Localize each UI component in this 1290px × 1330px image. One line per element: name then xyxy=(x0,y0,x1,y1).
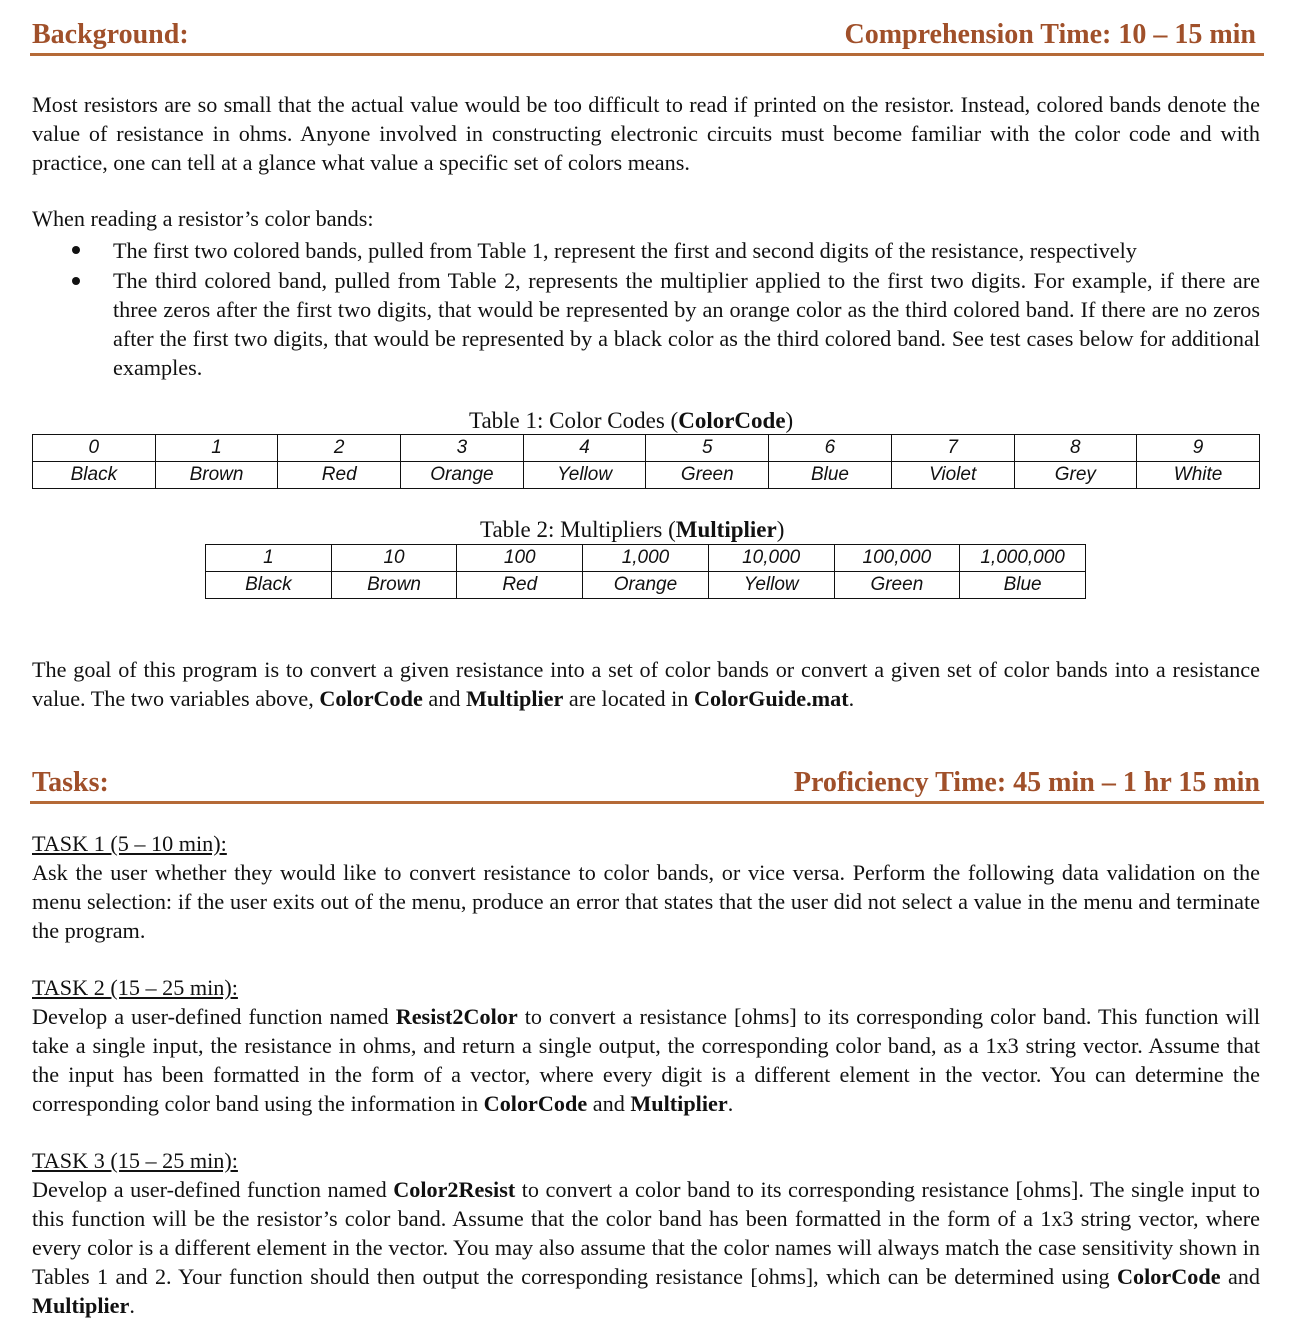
task3-text: Develop a user-defined function named Color2Resist to convert a color band to its corresponding resistance [ohms]. The single input to this function will be the resistor’s color band. Assume that the color band has been formatted in the form of a 1x3 string vector, where every color is a different element in the vector. You may also assume that the color names will always match the case sensitivity shown in Tables 1 and 2. Your function should then output the corresponding resistance [ohms], which can be determined using ColorCode and Multiplier. xyxy=(32,1177,1260,1318)
multiplier-color-cell: Yellow xyxy=(708,572,834,599)
color-code-value-cell: 4 xyxy=(523,435,646,462)
table1-caption: Table 1: Color Codes (ColorCode) xyxy=(469,408,794,433)
color-code-color-cell: Orange xyxy=(401,462,524,489)
color-code-color-cell: Grey xyxy=(1014,462,1137,489)
color-code-table xyxy=(32,434,1260,489)
tasks-heading: Tasks: xyxy=(32,767,109,798)
color2resist-name: Color2Resist xyxy=(393,1177,516,1202)
task2-text: Develop a user-defined function named Resist2Color to convert a resistance [ohms] to its corresponding color band. This function will take a single input, the resistance in ohms, and return a single output, the corresponding color band, as a 1x3 string vector. Assume that the input has been formatted in the form of a vector, where every digit is a different element in the vector. You can determine the corresponding color band using the information in ColorCode and Multiplier. xyxy=(32,1004,1260,1116)
goal-mat-file: ColorGuide.mat xyxy=(693,686,849,711)
bullet-dot-2 xyxy=(72,277,80,285)
multiplier-value-cell: 10 xyxy=(331,545,457,572)
color-code-color-cell: Violet xyxy=(891,462,1014,489)
color-code-color-cell: Yellow xyxy=(523,462,646,489)
color-code-color-cell: Blue xyxy=(769,462,892,489)
multiplier-value-cell: 10,000 xyxy=(708,545,834,572)
color-code-value-cell: 3 xyxy=(401,435,524,462)
proficiency-time-label: Proficiency Time: 45 min – 1 hr 15 min xyxy=(793,767,1260,798)
task1-text: Ask the user whether they would like to convert resistance to color bands, or vice versa. Perform the following data validation on the menu selection: if the user exits out of the menu, produce an error that states that the user did not select a value in the menu and terminate the program. xyxy=(32,860,1260,943)
color-code-value-cell: 7 xyxy=(891,435,1014,462)
goal-paragraph: The goal of this program is to convert a given resistance into a set of color bands or convert a given set of color bands into a resistance value. The two variables above, ColorCode and Multiplier are located in ColorGuide.mat. xyxy=(32,657,1260,711)
multiplier-value-cell: 1 xyxy=(206,545,332,572)
background-header xyxy=(30,20,1264,56)
bullet-dot-1 xyxy=(72,246,80,254)
tasks-header xyxy=(30,768,1264,804)
reading-intro: When reading a resistor’s color bands: xyxy=(32,206,374,231)
color-code-value-cell: 0 xyxy=(33,435,156,462)
multiplier-value-cell: 100 xyxy=(457,545,583,572)
color-code-colors-row xyxy=(33,462,1260,489)
multiplier-table xyxy=(205,544,1086,599)
table2-caption-varname: Multiplier xyxy=(675,517,777,542)
background-heading: Background: xyxy=(32,19,189,50)
multiplier-color-cell: Red xyxy=(457,572,583,599)
multiplier-value-cell: 100,000 xyxy=(834,545,960,572)
color-code-color-cell: Brown xyxy=(155,462,278,489)
color-code-value-cell: 8 xyxy=(1014,435,1137,462)
multiplier-color-cell: Brown xyxy=(331,572,457,599)
color-code-value-cell: 1 xyxy=(155,435,278,462)
color-code-color-cell: Black xyxy=(33,462,156,489)
multiplier-values-row xyxy=(206,545,1086,572)
color-code-color-cell: White xyxy=(1137,462,1260,489)
multiplier-color-cell: Orange xyxy=(583,572,709,599)
multiplier-color-cell: Blue xyxy=(960,572,1086,599)
task3-title: TASK 3 (15 – 25 min): xyxy=(32,1148,238,1173)
color-code-value-cell: 2 xyxy=(278,435,401,462)
color-code-value-cell: 5 xyxy=(646,435,769,462)
color-code-color-cell: Green xyxy=(646,462,769,489)
table1-caption-varname: ColorCode xyxy=(678,408,786,433)
comprehension-time-label: Comprehension Time: 10 – 15 min xyxy=(844,19,1256,50)
task2-title: TASK 2 (15 – 25 min): xyxy=(32,975,238,1000)
table2-caption: Table 2: Multipliers (Multiplier) xyxy=(480,517,785,542)
color-code-value-cell: 9 xyxy=(1137,435,1260,462)
multiplier-color-cell: Green xyxy=(834,572,960,599)
multiplier-colors-row xyxy=(206,572,1086,599)
color-code-values-row xyxy=(33,435,1260,462)
color-code-value-cell: 6 xyxy=(769,435,892,462)
resist2color-name: Resist2Color xyxy=(395,1004,518,1029)
multiplier-value-cell: 1,000 xyxy=(583,545,709,572)
bullet-item-1: The first two colored bands, pulled from Table 1, represent the first and second digits of the resistance, respectively xyxy=(113,238,1137,263)
multiplier-value-cell: 1,000,000 xyxy=(960,545,1086,572)
multiplier-color-cell: Black xyxy=(206,572,332,599)
color-code-color-cell: Red xyxy=(278,462,401,489)
intro-paragraph: Most resistors are so small that the actual value would be too difficult to read if printed on the resistor. Instead, colored bands denote the value of resistance in ohms. Anyone involved in constructing electronic circuits must become familiar with the color code and with practice, one can tell at a glance what value a specific set of colors means. xyxy=(32,92,1260,175)
goal-multiplier: Multiplier xyxy=(465,686,564,711)
task1-title: TASK 1 (5 – 10 min): xyxy=(32,831,227,856)
bullet-item-2: The third colored band, pulled from Table 2, represents the multiplier applied to the first two digits. For example, if there are three zeros after the first two digits, that would be represented by an orange color as the third colored band. If there are no zeros after the first two digits, that would be represented by a black color as the third colored band. See test cases below for additional examples. xyxy=(113,268,1260,380)
goal-colorcode: ColorCode xyxy=(319,686,423,711)
